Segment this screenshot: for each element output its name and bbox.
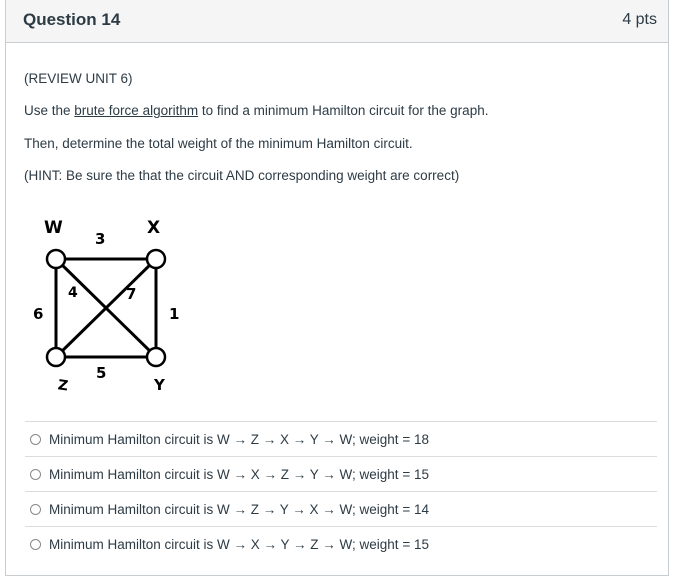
- answer-label: Minimum Hamilton circuit is W → Z → Y → X → W; weight = 14: [49, 501, 429, 517]
- question-followup: Then, determine the total weight of the minimum Hamilton circuit.: [24, 136, 413, 151]
- weight-wx: 3: [95, 230, 106, 248]
- radio-button[interactable]: [30, 504, 41, 515]
- vertex-label-x: X: [147, 218, 161, 238]
- radio-button[interactable]: [30, 539, 41, 550]
- question-hint: (HINT: Be sure the that the circuit AND corresponding weight are correct): [24, 168, 460, 183]
- vertex-label-y: Y: [154, 376, 165, 394]
- question-unit-label: (REVIEW UNIT 6): [24, 71, 133, 86]
- vertex-z: [47, 348, 65, 366]
- answer-option-2[interactable]: [25, 456, 657, 491]
- answer-list: [25, 421, 657, 561]
- answer-option-1[interactable]: [25, 421, 657, 456]
- weight-wz: 6: [33, 305, 44, 323]
- radio-button[interactable]: [30, 434, 41, 445]
- vertex-w: [47, 250, 65, 268]
- instruction-prefix: Use the: [24, 103, 75, 118]
- answer-option-4[interactable]: [25, 526, 657, 561]
- weight-wy: 4: [68, 285, 78, 301]
- answer-label: Minimum Hamilton circuit is W → Z → X → Y → W; weight = 18: [49, 431, 429, 447]
- radio-button[interactable]: [30, 469, 41, 480]
- question-card: [5, 0, 669, 576]
- question-title: Question 14: [23, 10, 121, 29]
- vertex-y: [147, 348, 165, 366]
- question-header: [6, 0, 668, 43]
- brute-force-link[interactable]: brute force algorithm: [74, 103, 199, 118]
- answer-label: Minimum Hamilton circuit is W → X → Z → Y → W; weight = 15: [49, 466, 429, 482]
- weight-zy: 5: [96, 364, 107, 382]
- vertex-label-z: Z: [56, 377, 70, 395]
- question-instruction: [24, 103, 488, 118]
- weight-xy: 1: [169, 305, 180, 323]
- answer-option-3[interactable]: [25, 491, 657, 526]
- vertex-label-w: W: [44, 218, 63, 238]
- question-points: 4 pts: [622, 11, 657, 28]
- instruction-suffix: to find a minimum Hamilton circuit for the graph.: [198, 103, 489, 118]
- vertex-x: [147, 250, 165, 268]
- hamilton-graph: [26, 209, 186, 397]
- weight-xz: 7: [126, 285, 137, 303]
- answer-label: Minimum Hamilton circuit is W → X → Y → Z → W; weight = 15: [49, 536, 429, 552]
